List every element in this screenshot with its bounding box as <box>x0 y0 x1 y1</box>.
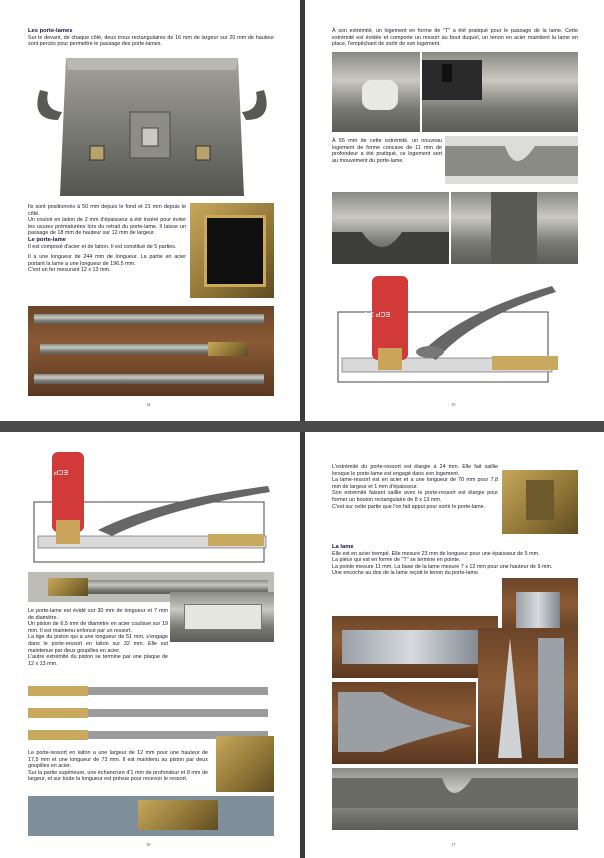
blade-holders-photo <box>28 306 274 396</box>
page-14 <box>0 0 300 421</box>
paragraph: La pointe mesure 11 mm. La base de la lame mesure 7 x 12 mm pour une hauteur de 9 mm. <box>332 563 553 570</box>
paragraph: La lame-ressort est en acier et a une longueur de 70 mm pour 7,8 mm de largeur et 1 mm d'épaisseur. <box>332 477 498 490</box>
notch-photo-right <box>451 192 578 264</box>
metal-box-photo <box>30 50 274 198</box>
paragraph: C'est sur cette partie que l'on fait appui pour sortir le porte-lame. <box>332 503 486 510</box>
blade-side-photo <box>332 616 498 678</box>
page17-text-top <box>332 464 498 510</box>
paragraph: Elle est en acier trempé. Elle mesure 23 mm de longueur pour une épaisseur de 5 mm. <box>332 550 540 557</box>
spring-holder-photo <box>216 736 274 792</box>
page15-text-middle: À 55 mm de cette extrémité, un nouveau logement de forme concave de 11 mm de profondeur a été pratiqué, ce logement sert au mouvement du porte-lame. <box>332 138 442 164</box>
paragraph: Il est composé d'acier et de laiton. Il est constitué de 5 parties. <box>28 243 177 250</box>
paragraph: Une encoche au dos de la lame reçoit le tenon du porte-lame. <box>332 570 480 577</box>
piston-photo <box>170 592 274 642</box>
page17-text-middle <box>332 544 578 577</box>
t-slot-photo-left <box>332 52 420 132</box>
paragraph: C'est un fer mesurant 12 x 13 mm. <box>28 267 111 274</box>
page16-text-bottom <box>28 750 208 783</box>
page-15 <box>305 0 604 421</box>
page-17 <box>305 432 604 858</box>
paragraph: La tige du piston qui a une longueur de 51 mm, s'engage dans le porte-ressort en laiton sur 32 mm. Elle est maintenue par deux goupilles en acier. <box>28 634 168 654</box>
shell-label: ECP 3-5 <box>363 310 390 317</box>
blade-pair-photo <box>478 628 578 764</box>
paragraph: Sur la partie supérieure, une échancrure d'1 mm de profondeur et 8 mm de largeur, et sur toute la longueur est prévue pour recevoir le ressort. <box>28 769 208 783</box>
paragraph: L'extrémité du porte-ressort est élargie à 24 mm. Elle fait saillie lorsque le porte-lame est engagé dans son logement. <box>332 464 498 477</box>
page-gutter-horizontal <box>0 421 604 432</box>
paragraph: L'autre extrémité du piston se termine par une plaque de 12 x 13 mm. <box>28 654 168 667</box>
brass-slot-photo <box>190 203 274 298</box>
page-number: 14 <box>146 402 151 407</box>
cartridge-diagram <box>332 272 578 392</box>
heading-porte-lame: Le porte-lame <box>28 236 67 243</box>
page-number: 15 <box>451 402 456 407</box>
page14-text-top <box>28 28 274 48</box>
paragraph: Le porte-ressort en laiton a une largeur de 12 mm pour une hauteur de 17,5 mm et une longueur de 73 mm. Il est maintenu au piston par deux goupilles en acier. <box>28 750 208 770</box>
paragraph: Ils sont positionnés à 50 mm depuis le fond et 21 mm depuis le côté. <box>28 204 186 217</box>
page-number: 16 <box>146 842 151 847</box>
shell-label: ECP 3-5 <box>41 468 68 475</box>
spring-holder-bar-photo <box>28 796 274 836</box>
paragraph: Le porte-lame est évidé sur 30 mm de longueur et 7 mm de diamètre. <box>28 608 168 621</box>
page14-text-middle <box>28 204 186 274</box>
blade-tip-photo <box>332 682 476 764</box>
page16-text-middle <box>28 608 168 667</box>
cartridge-diagram-small <box>28 450 274 568</box>
button-photo <box>502 470 578 534</box>
notch-photo-left <box>332 192 449 264</box>
page-16 <box>0 432 300 858</box>
paragraph: Il a une longueur de 244 mm de longueur. La partie en acier portant la lame a une longueur de 196,5 mm. <box>28 254 186 267</box>
paragraph: Un piston de 6,5 mm de diamètre en acier coulisse sur 19 mm. Il est maintenu enfoncé par un ressort. <box>28 621 168 634</box>
concave-notch-photo <box>445 136 578 184</box>
paragraph: Sur le devant, de chaque côté, deux trous rectangulaires de 16 mm de largeur sur 20 mm de hauteur sont percés pour permettre le passage des porte-lames. <box>28 34 274 48</box>
paragraph: La pièce qui est en forme de "T" se termine en pointe. <box>332 557 461 564</box>
page-number: 17 <box>451 842 456 847</box>
t-slot-photo-right <box>422 52 578 132</box>
paragraph: Un couloir en laiton de 2 mm d'épaisseur a été inséré pour éviter les usures prématurées lors du retrait du porte-lame. Il laisse un passage de 18 mm de hauteur sur 12 mm de largeur. <box>28 217 186 237</box>
heading-la-lame: La lame <box>332 544 354 550</box>
porte-lame-full-photo <box>332 768 578 830</box>
page15-text-top: À son extrémité, un logement en forme de "T" a été pratiqué pour le passage de la lame. Cette extrémité est évidée et comporte un ressort au bout duquel, un tenon en acier maintient la lame en place, l'empêchant de sortir de son logement. <box>332 28 578 48</box>
paragraph: Son extrémité faisant saillie avec le porte-ressort est élargie pour former un bouton rectangulaire de 8 x 13 mm. <box>332 490 498 503</box>
heading-porte-lames: Les porte-lames <box>28 28 73 34</box>
